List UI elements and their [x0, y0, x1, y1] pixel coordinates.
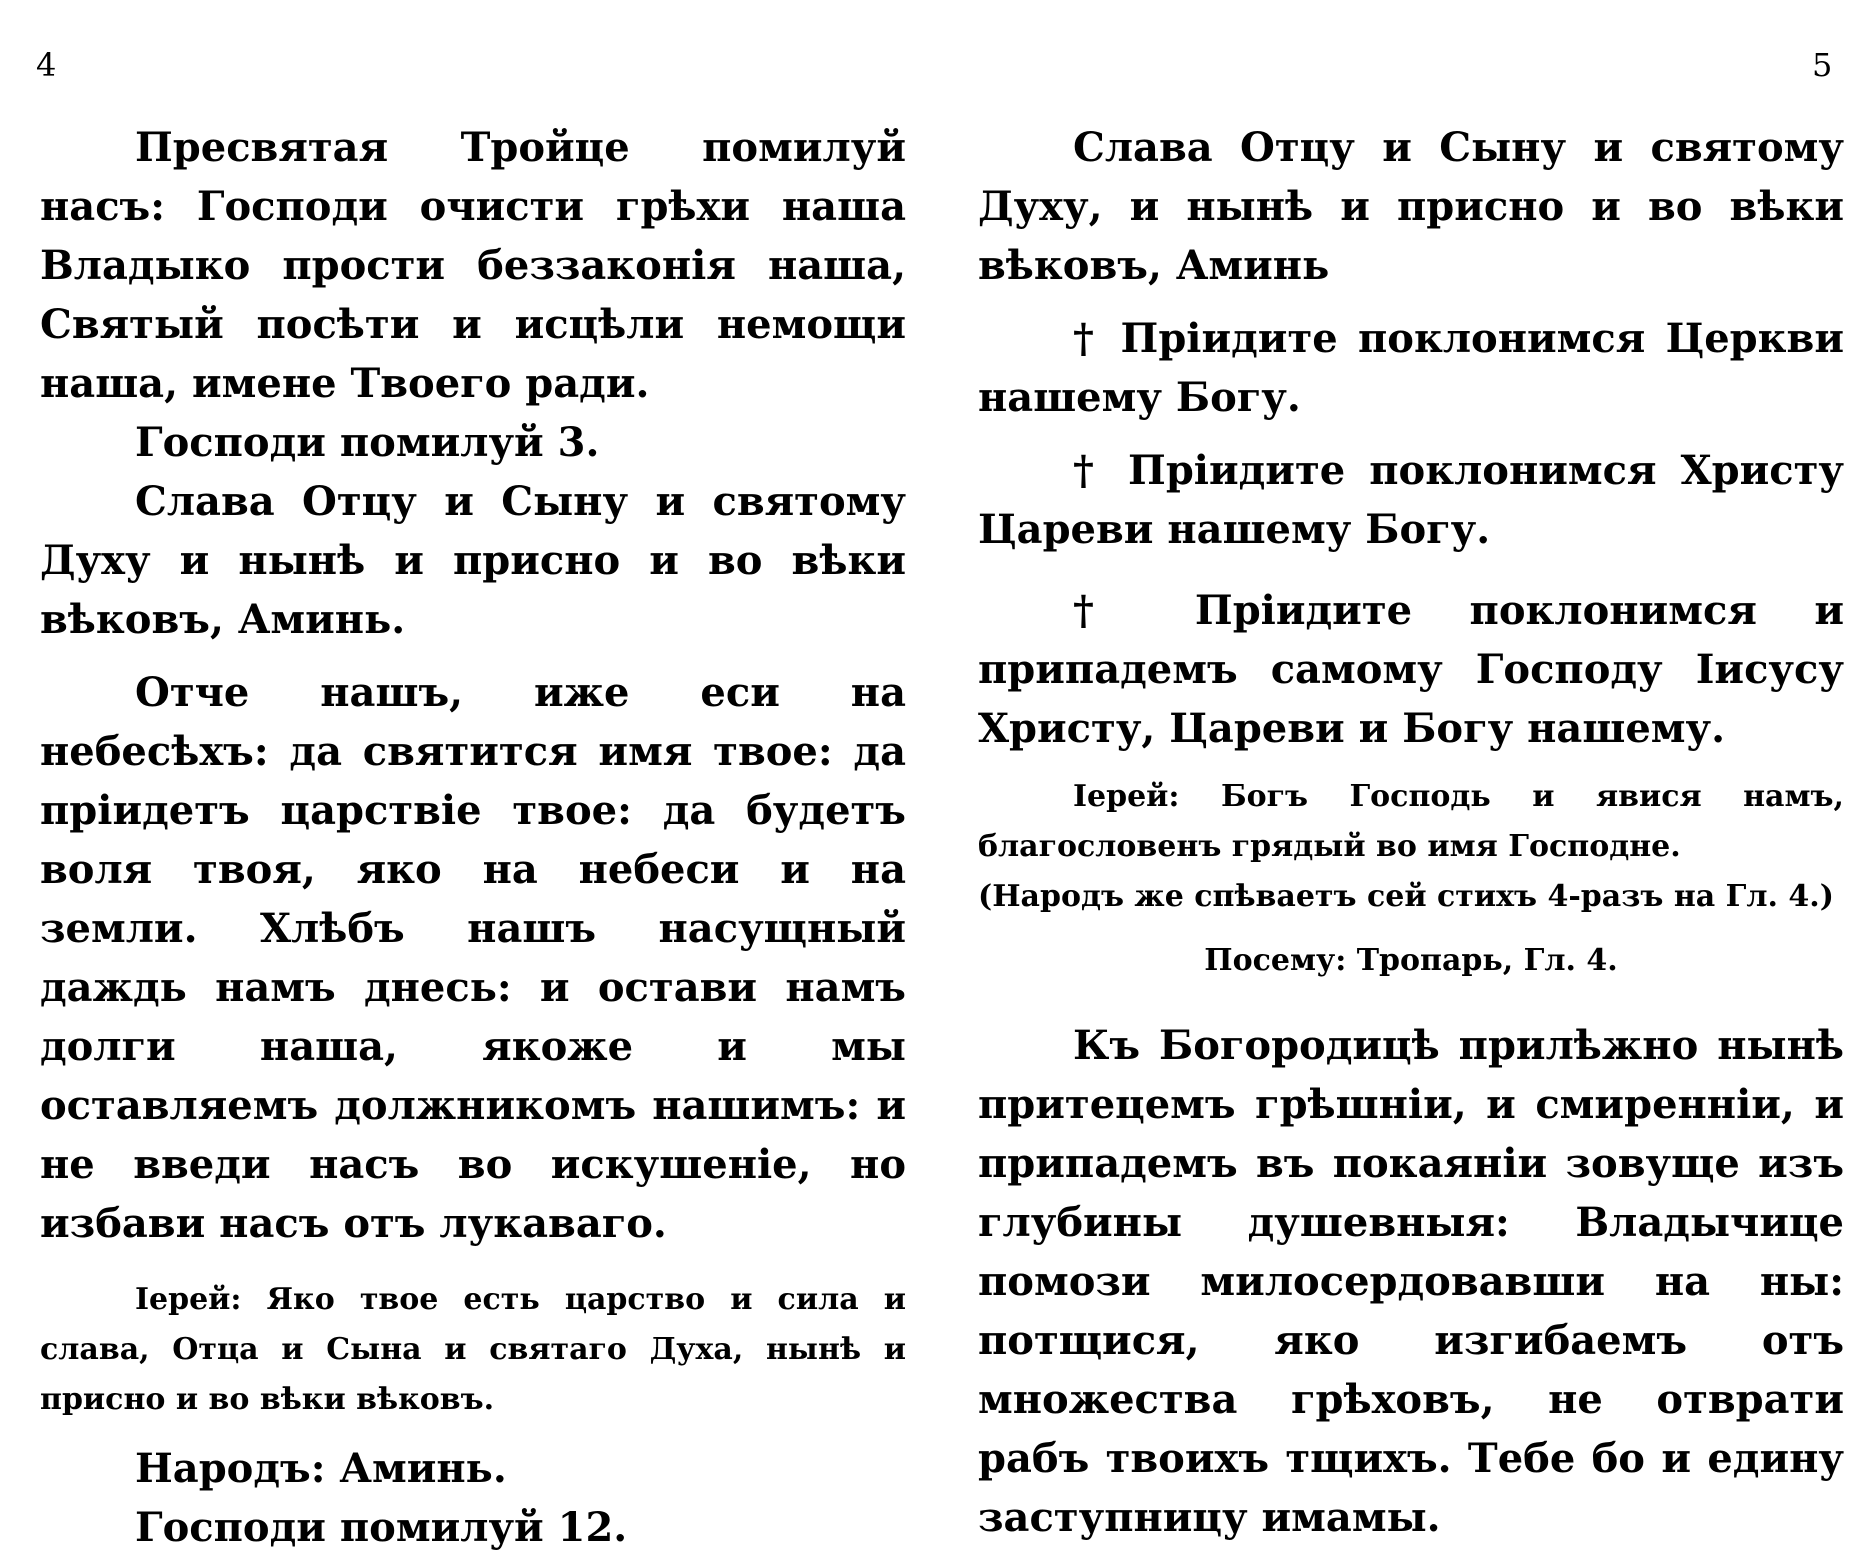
glory-doxology-right: Слава Отцу и Сыну и святому Духу, и нынѣ и присно и во вѣки вѣковъ, Аминь: [978, 124, 1844, 289]
lords-prayer: Отче нашъ, иже еси на небесѣхъ: да святится имя твое: да пріидетъ царствіе твое: да будетъ воля твоя, яко на небеси и на земли. Хлѣбъ нашъ насущный даждь намъ днесь: и остави намъ долги наша, якоже и мы оставляемъ должникомъ нашимъ: и не введи насъ во искушеніе, но избави насъ отъ лукаваго.: [40, 669, 906, 1247]
glory-doxology: Слава Отцу и Сыну и святому Духу и нынѣ и присно и во вѣки вѣковъ, Аминь.: [40, 478, 906, 643]
rubric-people-sing: (Народъ же спѣваетъ сей стихъ 4-разъ на Гл. 4.): [978, 879, 1834, 914]
rubric-troparion: Посему: Тропарь, Гл. 4.: [1204, 943, 1618, 978]
come-let-us-worship-3: † Пріидите поклонимся и припадемъ самому Господу Іисусу Христу, Цареви и Богу нашему.: [978, 587, 1844, 752]
troparion-theotokos: Къ Богородицѣ прилѣжно нынѣ притецемъ грѣшніи, и смиренніи, и припадемъ въ покаяніи зовуще изъ глубины душевныя: Владычице помози милосердовавши на ны: потщися, яко изгибаемъ отъ множества грѣховъ, не отврати рабъ твоихъ тщихъ. Тебе бо и едину заступницу имамы.: [978, 1022, 1844, 1541]
priest-god-is-the-lord: Іерей: Богъ Господь и явися намъ, благословенъ грядый во имя Господне.: [978, 779, 1844, 864]
page-number-left: 4: [36, 46, 57, 84]
come-let-us-worship-2: † Пріидите поклонимся Христу Цареви нашему Богу.: [978, 447, 1844, 553]
lord-have-mercy-12: Господи помилуй 12.: [135, 1504, 628, 1551]
right-page: [978, 118, 1844, 1547]
lord-have-mercy-3: Господи помилуй 3.: [135, 419, 600, 466]
left-page: [40, 118, 906, 1557]
come-let-us-worship-1: † Пріидите поклонимся Церкви нашему Богу.: [978, 315, 1844, 421]
page-number-right: 5: [1812, 46, 1833, 84]
prayer-trinity: Пресвятая Тройце помилуй насъ: Господи очисти грѣхи наша Владыко прости беззаконія наша, Святый посѣти и исцѣли немощи наша, имене Твоего ради.: [40, 124, 906, 407]
people-amen: Народъ: Аминь.: [135, 1445, 507, 1492]
priest-exclamation: Іерей: Яко твое есть царство и сила и слава, Отца и Сына и святаго Духа, нынѣ и присно и во вѣки вѣковъ.: [40, 1282, 906, 1417]
